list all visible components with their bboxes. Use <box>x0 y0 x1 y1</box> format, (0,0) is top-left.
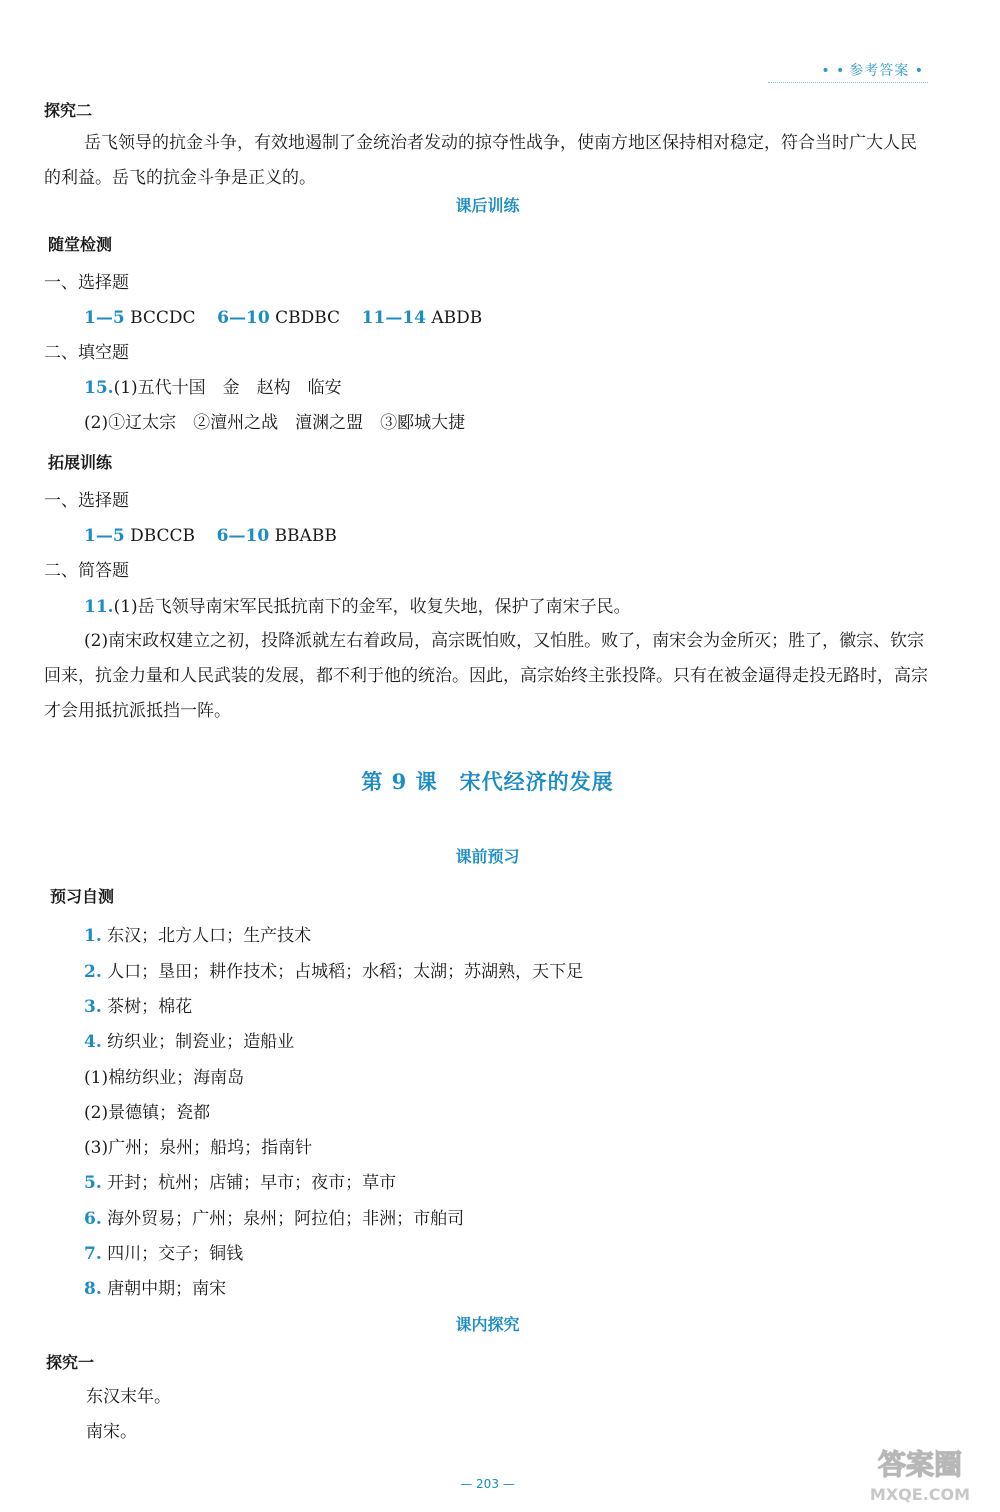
list-item: 4. 纺织业；制瓷业；造船业 <box>84 1032 295 1052</box>
after-class-title: 课后训练 <box>455 196 520 215</box>
in-class-title: 课内探究 <box>455 1315 520 1334</box>
quiz-choice-answers: 1—5 BCCDC 6—10 CBDBC 11—14 ABDB <box>84 308 483 328</box>
list-item: (3)广州；泉州；船坞；指南针 <box>84 1138 313 1158</box>
explore1-title: 探究一 <box>46 1353 95 1372</box>
watermark-line2: MXQE.COM <box>869 1485 971 1504</box>
quiz-title: 随堂检测 <box>48 235 113 254</box>
self-test-title: 预习自测 <box>50 887 115 906</box>
extend-q11-2: (2)南宋政权建立之初，投降派就左右着政局，高宗既怕败，又怕胜。败了，南宋会为金所灭；胜了，徽宗、钦宗回来，抗金力量和人民武装的发展，都不利于他的统治。因此，高宗始终主张投降。只有在被金逼得走投无路时，高宗才会用抵抗派抵挡一阵。 <box>44 631 928 721</box>
page-number: — 203 — <box>460 1477 515 1491</box>
list-item: 6. 海外贸易；广州；泉州；阿拉伯；非洲；市舶司 <box>84 1209 465 1229</box>
header-label: • • 参考答案 • <box>821 63 924 79</box>
explore1-line-1: 东汉末年。 <box>86 1387 171 1407</box>
extend-choice-title: 一、选择题 <box>44 491 129 511</box>
watermark-line1: 答案圈 <box>877 1448 963 1481</box>
list-item: 2. 人口；垦田；耕作技术；占城稻；水稻；太湖；苏湖熟，天下足 <box>84 962 584 982</box>
header-dot-icon: • <box>909 63 924 79</box>
list-item: (2)景德镇；瓷都 <box>84 1103 211 1123</box>
extend-title: 拓展训练 <box>48 453 113 472</box>
extend-choice-answers: 1—5 DBCCB 6—10 BBABB <box>84 526 337 546</box>
quiz-q15-1: 15.(1)五代十国 金 赵构 临安 <box>84 378 342 398</box>
explore1-line-2: 南宋。 <box>86 1422 137 1442</box>
lesson-title: 第 9 课 宋代经济的发展 <box>361 769 614 794</box>
quiz-choice-title: 一、选择题 <box>44 273 129 293</box>
list-item: 7. 四川；交子；铜钱 <box>84 1244 244 1264</box>
header-dots-icon: • • <box>821 63 846 79</box>
watermark-logo-icon <box>850 1438 990 1508</box>
explore2-text: 岳飞领导的抗金斗争，有效地遏制了金统治者发动的掠夺性战争，使南方地区保持相对稳定，符合当时广大人民的利益。岳飞的抗金斗争是正义的。 <box>44 133 917 188</box>
explore2-title: 探究二 <box>44 101 93 120</box>
quiz-fill-title: 二、填空题 <box>44 343 129 363</box>
list-item: (1)棉纺织业；海南岛 <box>84 1068 245 1088</box>
extend-short-title: 二、简答题 <box>44 561 129 581</box>
list-item: 3. 茶树；棉花 <box>84 997 193 1017</box>
list-item: 8. 唐朝中期；南宋 <box>84 1279 227 1299</box>
header-rule <box>768 82 928 83</box>
quiz-q15-2: (2)①辽太宗 ②澶州之战 澶渊之盟 ③郾城大捷 <box>84 413 466 433</box>
list-item: 5. 开封；杭州；店铺；早市；夜市；草市 <box>84 1173 397 1193</box>
list-item: 1. 东汉；北方人口；生产技术 <box>84 926 312 946</box>
pre-class-title: 课前预习 <box>455 847 520 866</box>
extend-q11-1: 11.(1)岳飞领导南宋军民抵抗南下的金军，收复失地，保护了南宋子民。 <box>84 597 631 617</box>
